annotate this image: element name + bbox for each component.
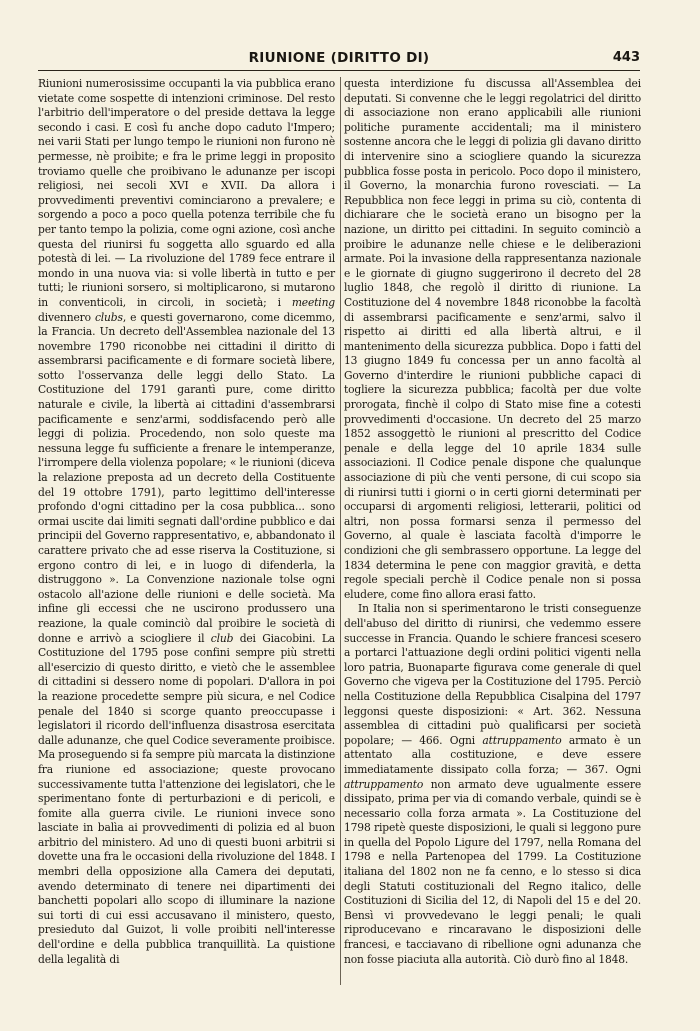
text-run: armato è un attentato alla costituzione, e deve essere immediatamente dissipato colla forza; — 367. Ogni [344,733,642,776]
column-divider [340,77,341,985]
italic-term: meeting [291,295,335,309]
text-run: questa interdizione fu discussa all'Assemblea dei deputati. Si convenne che le leggi regolatrici del diritto di associazione non erano applicabili alle riunioni politiche puramente accidentali; ma il ministero sostenne ancora che le leggi di polizia gli davano diritto di intervenire sino a sciogliere quando la sicurezza pubblica fosse posta in pericolo. Poco dopo il ministero, il Governo, la monarchia furono rovesciati. — La Repubblica non fece leggi in prima su ciò, contenta di dichiarare che le società erano un bisogno per la nazione, un diritto pei cittadini. In seguito cominciò a proibire le adunanze nelle chiese e le deliberazioni armate. Poi la invasione della rappresentanza nazionale e le giornate di giugno suggerirono il decreto del 28 luglio 1848, che regolò il diritto di riunione. La Costituzione del 4 novembre 1848 riconobbe la facoltà di assembrarsi pacificamente e senz'armi, salvo il rispetto ai diritti ed alla libertà altrui, e il mantenimento della sicurezza pubblica. Dopo i fatti del 13 giugno 1849 fu concessa per un anno facoltà al Governo d'interdire le riunioni pubbliche capaci di togliere la sicurezza pubblica; facoltà per due volte prorogata, finchè il colpo di Stato mise fine a cotesti provvedimenti d'occasione. Un decreto del 25 marzo 1852 assoggettò le riunioni al prescritto del Codice penale e della legge del 10 aprile 1834 sulle associazioni. Il Codice penale dispone che qualunque associazione di più che venti persone, di cui scopo sia di riunirsi tutti i giorni o in certi giorni determinati per occuparsi di argomenti religiosi, letterarii, politici od altri, non possa formarsi senza il permesso del Governo, al quale è lasciata facoltà d'imporre le condizioni che gli sembrassero opportune. La legge del 1834 determina le pene con maggior gravità, e detta regole speciali perchè il Codice penale non si possa eludere, come fino allora erasi fatto. [344,77,641,601]
text-run: dei Giacobini. La Costituzione del 1795 pose confini sempre più stretti all'esercizio di questo diritto, e vietò che le assemblee di cittadini si dessero nome di popolari. D'allora in poi la reazione procedette sempre più sicura, e nel Codice penale del 1840 si scorge quanto preoccupasse i legislatori il ricordo dell'influenza disastrosa esercitata dalle adunanze, che quel Codice severamente proibisce. Ma proseguendo si fa sempre più marcata la distinzione fra riunione ed associazione; queste provocano successivamente tutta l'attenzione dei legislatori, che le sperimentano fonte di perturbazioni e di pericoli, e fomite alla guerra civile. Le riunioni invece sono lasciate in balìa ai provvedimenti di polizia ed al buon arbitrio del ministero. Ad uno di questi buoni arbitrii si dovette una fra le occasioni della rivoluzione del 1848. I membri della opposizione alla Camera dei deputati, avendo determinato di tenere nei dipartimenti dei banchetti popolari allo scopo di illuminare la nazione sui torti di cui essi accusavano il ministero, questo, presieduto dal Guizot, li volle proibiti nell'interesse dell'ordine e della pubblica tranquillità. La quistione della legalità di [38,631,335,966]
italic-term: attruppamento [344,777,424,791]
text-run: In Italia non si sperimentarono le tristi conseguenze dell'abuso del diritto di riunirsi, che vedemmo essere successe in Francia. Quando le schiere francesi scesero a portarci l'attuazione degli ordini politici vigenti nella loro patria, Buonaparte figurava come generale di quel Governo che vigeva per la Costituzione del 1795. Perciò nella Costituzione della Repubblica Cisalpina del 1797 leggonsi queste disposizioni: « Art. 362. Nessuna assemblea di cittadini può qualificarsi per società popolare; — 466. Ogni [344,602,641,747]
text-run: non armato deve ugualmente essere dissipato, prima per via di comando verbale, quindi se è necessario colla forza armata ». La Costituzione del 1798 ripetè queste disposizioni, le quali si leggono pure in quella del Popolo Ligure del 1797, nella Romana del 1798 e nella Partenopea del 1799. La Costituzione italiana del 1802 non ne fa cenno, e lo stesso si dica degli Statuti costituzionali del Regno italico, delle Costituzioni di Sicilia del 12, di Napoli del 15 e del 20. Bensì vi provvedevano le leggi penali; le quali riproducevano e rincaravano le disposizioni delle francesi, e tacciavano di ribellione ogni adunanza che non fosse piaciuta alla autorità. Ciò durò fino al 1848. [344,777,641,966]
page-number: 443 [612,50,640,65]
page-header [38,48,640,71]
paragraph [344,602,641,967]
text-run: divennero [38,310,95,324]
text-run: Riunioni numerosissime occupanti la via pubblica erano vietate come sospette di intenzioni criminose. Del resto l'arbitrio dell'imperatore o del preside dettava la legge secondo i casi. E così fu anche dopo caduto l'Impero; nei varii Stati per lungo tempo le riunioni non furono nè permesse, nè proibite; e fra le prime leggi in proposito troviamo quelle che proibivano le adunanze per iscopi religiosi, nei secoli XVI e XVII. Da allora i provvedimenti preventivi cominciarono a prevalere; e sorgendo a poco a poco quella potenza terribile che fu per tanto tempo la polizia, come ogni azione, così anche questa del riunirsi fu soggetta allo sguardo ed alla potestà di lei. — La rivoluzione del 1789 fece entrare il mondo in una nuova via: si volle libertà in tutto e per tutti; le riunioni sorsero, si moltiplicarono, si mutarono in conventicoli, in circoli, in società; i [38,77,335,309]
running-title: RIUNIONE (DIRITTO DI) [248,50,430,66]
paragraph [344,77,641,602]
italic-term: clubs [94,310,123,324]
italic-term: club [210,631,234,645]
right-column [344,77,641,967]
text-run: , e questi governarono, come dicemmo, la Francia. Un decreto dell'Assemblea nazionale del 13 novembre 1790 riconobbe nei cittadini il diritto di assembrarsi pacificamente e di formare società libere, sotto l'osservanza delle leggi dello Stato. La Costituzione del 1791 garantì pure, come diritto naturale e civile, la libertà ai cittadini d'assembrarsi pacificamente e senz'armi, soddisfacendo però alle leggi di polizia. Procedendo, non solo queste ma nessuna legge fu sufficiente a frenare le intemperanze, l'irrompere della violenza popolare; « le riunioni (diceva la relazione preposta ad un decreto della Costituente del 19 ottobre 1791), parto legittimo dell'interesse profondo d'ogni cittadino per la cosa pubblica... sono ormai uscite dai limiti segnati dall'ordine pubblico e dai principii del Governo rappresentativo, e, abbandonato il carattere privato che ad esse riserva la Costituzione, si ergono contro di lei, e in luogo di difenderla, la distruggono ». La Convenzione nazionale tolse ogni ostacolo all'azione delle riunioni e delle società. Ma infine gli eccessi che ne uscirono produssero una reazione, la quale cominciò dal proibire le società di donne e arrivò a sciogliere il [38,310,336,645]
left-column [38,77,335,967]
paragraph [38,77,335,967]
italic-term: attruppamento [482,733,562,747]
